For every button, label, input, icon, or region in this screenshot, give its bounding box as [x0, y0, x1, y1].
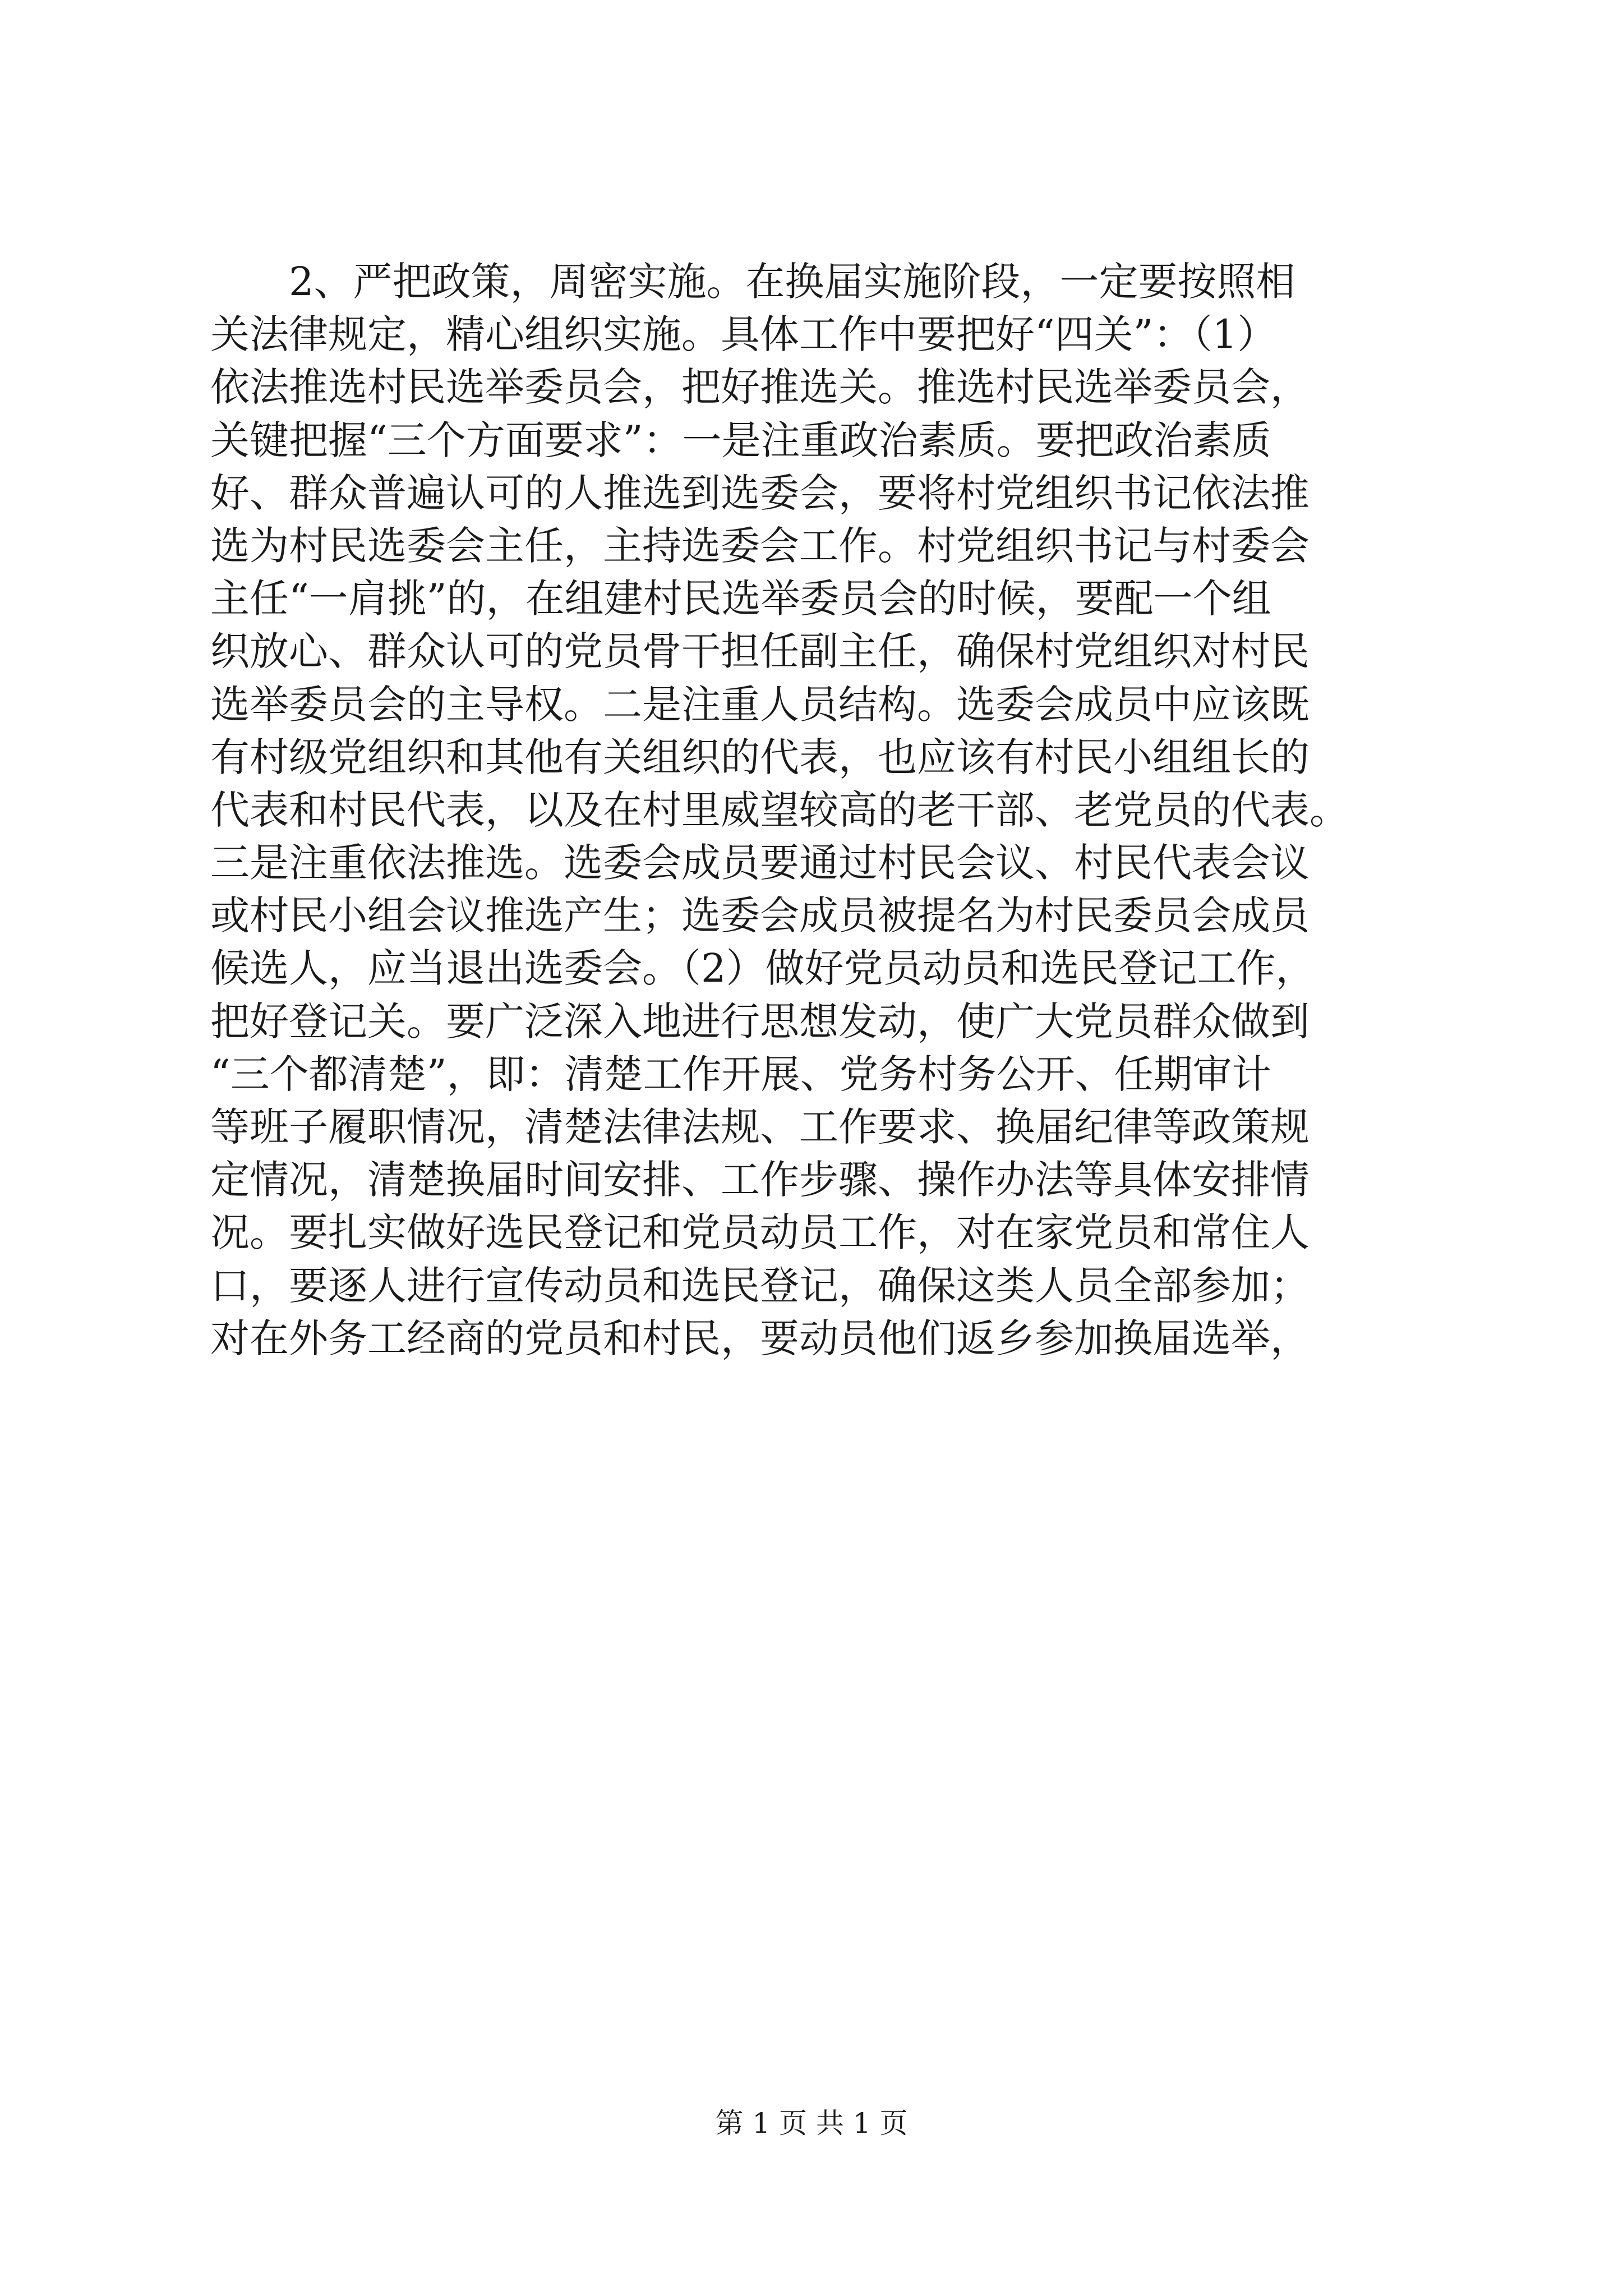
page-number-footer: 第 1 页 共 1 页: [715, 2107, 908, 2139]
text-line: “三个都清楚”，即：清楚工作开展、党务村务公开、任期审计: [210, 1051, 1271, 1097]
text-line: 把好登记关。要广泛深入地进行思想发动，使广大党员群众做到: [210, 998, 1310, 1045]
text-line: 代表和村民代表，以及在村里威望较高的老干部、老党员的代表。: [210, 786, 1349, 833]
text-line: 三是注重依法推选。选委会成员要通过村民会议、村民代表会议: [210, 840, 1310, 886]
text-line: 等班子履职情况，清楚法律法规、工作要求、换届纪律等政策规: [210, 1104, 1310, 1150]
text-line: 或村民小组会议推选产生；选委会成员被提名为村民委员会成员: [210, 892, 1310, 939]
body-text: [210, 255, 1444, 1365]
text-line: 好、群众普遍认可的人推选到选委会，要将村党组织书记依法推: [210, 470, 1310, 516]
text-line: 织放心、群众认可的党员骨干担任副主任，确保村党组织对村民: [210, 628, 1310, 675]
text-line: 依法推选村民选举委员会，把好推选关。推选村民选举委员会，: [210, 364, 1310, 411]
text-line: 定情况，清楚换届时间安排、工作步骤、操作办法等具体安排情: [210, 1157, 1310, 1203]
text-line: 况。要扎实做好选民登记和党员动员工作，对在家党员和常住人: [210, 1209, 1310, 1256]
text-line: 2、严把政策，周密实施。在换届实施阶段，一定要按照相: [289, 259, 1295, 305]
text-line: 主任“一肩挑”的，在组建村民选举委员会的时候，要配一个组: [210, 576, 1271, 622]
text-line: 选举委员会的主导权。二是注重人员结构。选委会成员中应该既: [210, 681, 1310, 728]
text-line: 口，要逐人进行宣传动员和选民登记，确保这类人员全部参加；: [210, 1262, 1310, 1309]
text-line: 对在外务工经商的党员和村民，要动员他们返乡参加换届选举，: [210, 1315, 1310, 1361]
text-line: 候选人，应当退出选委会。（2）做好党员动员和选民登记工作，: [210, 945, 1315, 992]
text-line: 关键把握“三个方面要求”：一是注重政治素质。要把政治素质: [210, 417, 1271, 463]
text-line: 选为村民选委会主任，主持选委会工作。村党组织书记与村委会: [210, 522, 1310, 569]
text-line: 有村级党组织和其他有关组织的代表，也应该有村民小组组长的: [210, 734, 1310, 780]
text-line: 关法律规定，精心组织实施。具体工作中要把好“四关”：（1）: [210, 311, 1277, 358]
